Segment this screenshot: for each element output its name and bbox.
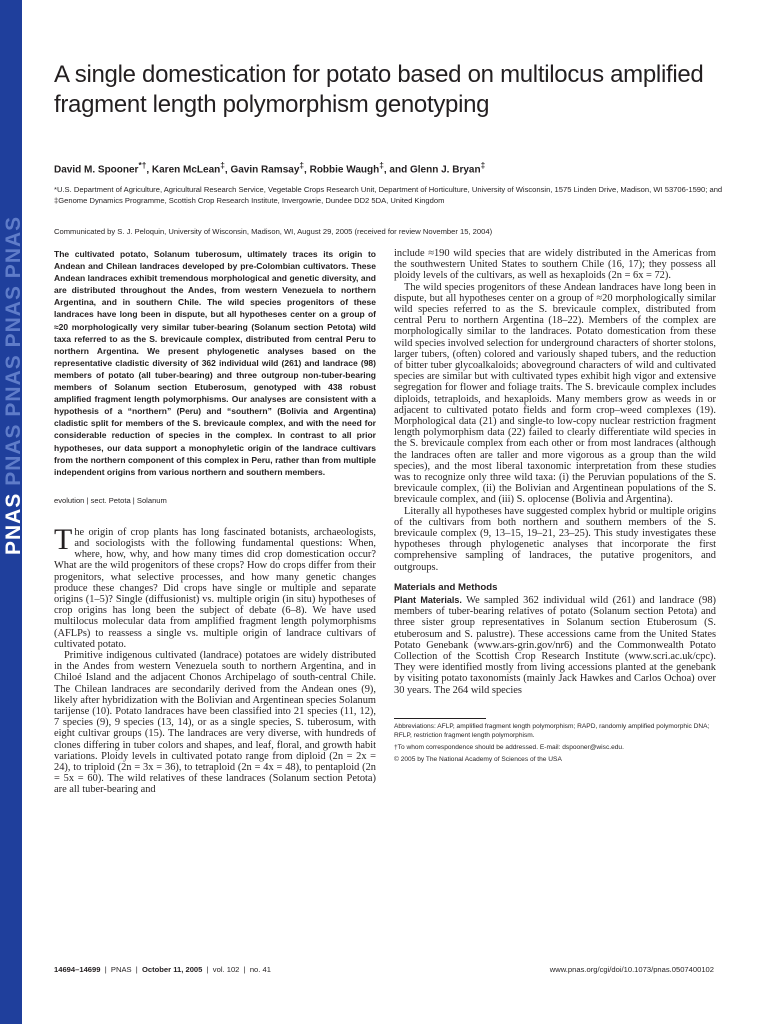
methods-paragraph [394,595,716,696]
intro-paragraph-2: Primitive indigenous cultivated (landrace) potatoes are widely distributed in the Andes from western Venezuela south to northern Argentina, and in Chiloé Island and the adjacent Chonos Archipelago of south-central Chile. The Chilean landraces are secondarily derived from the Andean ones (9), likely after hybridization with the Bolivian and Argentinean species Solanum tarijense (10). Potato landraces have been classified into 21 species (11, 12), 7 species (9), 9 species (13, 14), or as a single species, S. tuberosum, with eight cultivar groups (15). The landraces are very diverse, with hundreds of clones differing in tuber colors and shapes, and leaf, floral, and growth habit variations. Ploidy levels in cultivated potato range from diploid (2n = 2x = 24), to triploid (2n = 3x = 36), to tetraploid (2n = 4x = 48), to pentaploid (2n = 5x = 60). The wild relatives of these landraces (Solanum section Petota) are all tuber-bearing and [54,650,376,796]
left-column [54,248,376,796]
copyright-notice: © 2005 by The National Academy of Sciences of the USA [394,755,562,763]
issue-date: October 11, 2005 [142,965,203,974]
footnote-divider [394,718,486,719]
section-heading: Materials and Methods [394,581,498,593]
body-paragraph: The wild species progenitors of these Andean landraces have long been in dispute, but all hypotheses center on a group of ≈20 morphologically similar wild species referred to as the S. brevicaule complex, distributed from central Peru to northern Argentina (18–22). Members of the complex are morphologically similar to the landraces. Potato domestication from these wild species involved selection for underground characters of shorter stolons, larger tubers, (often) colored and variously shaped tubers, and the reduction of bitter tuber glycoalkaloids; aboveground characters of wild and cultivated species are similar but with cultivated types exhibit high vigor and extensive segregation for flower and foliage traits. The S. brevicaule complex includes diploids, tetraploids, and hexaploids. Many members grow as weeds in or adjacent to cultivated potato fields and form crop–weed complexes (19). Morphological data (21) and single-to low-copy nuclear restriction fragment length polymorphism data (22) failed to clearly differentiate wild species in the S. brevicaule complex from each other or from most landraces (although the landraces often are taller and more vigorous as a group than the wild species), and the most liberal taxonomic interpretation from these studies was to recognize only three wild taxa: (i) the Peruvian populations of the S. brevicaule complex, (ii) the Bolivian and Argentinean populations of the S. brevicaule complex, and (iii) S. oplocense (Bolivia and Argentina). [394,281,716,506]
journal-logo-text: PNAS PNAS PNAS PNAS PNAS [2,215,25,555]
author-list: David M. Spooner*†, Karen McLean‡, Gavin Ramsay‡, Robbie Waugh‡, and Glenn J. Bryan‡ [54,160,486,176]
author-marks: ‡ [220,160,225,170]
methods-text: We sampled 362 individual wild (261) and landrace (98) members of tuber-bearing relatives of potato (Solanum section Petota) and three sister group representatives in Solanum section Etuberosum (S. etuberosum and S. palustre). These accessions came from the United States Potato Genebank (www.ars-grin.gov/nr6) and the Commonwealth Potato Collection of the Scottish Crop Research Institute (www.scri.ac.uk/cpc). They were identified mostly from living accessions planted at the genebank by visiting potato taxonomists (mainly Jack Hawkes and Carlos Ochoa) over 30 years. The 264 wild species [394,594,716,696]
abstract: The cultivated potato, Solanum tuberosum, ultimately traces its origin to Andean and Chilean landraces developed by pre-Colombian cultivators. These Andean landraces exhibit tremendous morphological and genetic diversity, and are distributed throughout the Andes, from western Venezuela to northern Argentina, and in southern Chile. The wild species progenitors of these landraces have long been in dispute, but all hypotheses center on a group of ≈20 morphologically very similar tuber-bearing (Solanum section Petota) wild taxa referred to as the S. brevicaule complex, distributed from central Peru to northern Argentina. We present phylogenetic analyses based on the representative cladistic diversity of 362 individual wild (261) and landrace (98) members of potato (all tuber-bearing) and three outgroup non-tuber-bearing members of Solanum section Etuberosum, genotyped with 438 robust amplified fragment length polymorphisms. Our analyses are consistent with a hypothesis of a “northern” (Peru) and “southern” (Bolivia and Argentina) cladistic split for members of the S. brevicaule complex, and with the need for considerable reduction of species in the complex. In contrast to all prior hypotheses, our data support a monophyletic origin of the landrace cultivars from the northern component of this complex in Peru, rather than from multiple independent origins from various northern and southern members. [54,249,376,477]
intro-text: he origin of crop plants has long fascinated botanists, archaeologists, and sociologists with the following fundamental questions: When, where, how, why, and how many times did crop domestication occur? What are the wild progenitors of these crops? How do crops differ from their progenitors, what selective processes, and how many genetic changes produce these changes? Did crops have single or multiple and separate origins (1–5)? Single (diffusionist) vs. multiple origin (in situ) hypotheses of crop origins has long been the subject of debate (6–8). We have used multilocus molecular data from amplified fragment length polymorphisms (AFLPs) to reassess a single vs. multiple origin of landrace cultivars of cultivated potato. [54,526,376,650]
body-paragraph: Literally all hypotheses have suggested complex hybrid or multiple origins of the cultivars from both northern and southern members of the S. brevicaule complex (9, 13–15, 19–21, 23–25). This study investigates these hypotheses through phylogenetic analyses that incorporate the first comprehensive sampling of landraces, the putative progenitors, and outgroups. [394,505,716,573]
doi-link[interactable]: www.pnas.org/cgi/doi/10.1073/pnas.0507400102 [549,965,714,974]
abbreviations-footnote: Abbreviations: AFLP, amplified fragment length polymorphism; RAPD, randomly amplified polymorphic DNA; RFLP, restriction fragment length polymorphism. [394,722,710,739]
author-name: Karen McLean [151,164,221,176]
author-name: David M. Spooner [54,164,139,176]
author-marks: *† [138,160,147,170]
author-name: Glenn J. Bryan [409,164,481,176]
journal-logo-strip [0,0,25,560]
journal-name: PNAS [110,965,132,974]
author-marks: ‡ [480,160,486,170]
journal-sidebar [0,0,25,1024]
right-column [394,248,716,764]
communicated-line: Communicated by S. J. Peloquin, University of Wisconsin, Madison, WI, August 29, 2005 (received for review November 15, 2004) [54,227,493,236]
author-name: Gavin Ramsay [230,164,300,176]
author-marks: ‡ [299,160,305,170]
keywords: evolution | sect. Petota | Solanum [54,495,167,505]
drop-cap: T [54,522,73,556]
intro-paragraph [54,522,376,650]
author-name: Robbie Waugh [309,164,380,176]
volume: vol. 102 [212,965,240,974]
page-footer: 14694–14699 | PNAS | October 11, 2005 | vol. 102 | no. 41 [54,965,271,974]
article-title: A single domestication for potato based on multilocus amplified fragment length polymorphism genotyping [54,61,704,118]
subsection-heading: Plant Materials. [394,594,462,605]
affiliations: *U.S. Department of Agriculture, Agricultural Research Service, Vegetable Crops Research Unit, Department of Horticulture, University of Wisconsin, 1575 Linden Drive, Madison, WI 53706-1590; and ‡Genome Dynamics Programme, Scottish Crop Research Institute, Invergowrie, Dundee DD2 5DA, United Kingdom [54,185,723,205]
page-range: 14694–14699 [54,965,101,974]
body-paragraph: include ≈190 wild species that are widely distributed in the Americas from the southwestern United States to southern Chile (16, 17); they possess all ploidy levels of the cultivars, as well as hexaploids (2n = 6x = 72). [394,248,716,282]
issue-number: no. 41 [249,965,271,974]
correspondence-footnote: †To whom correspondence should be addressed. E-mail: dspooner@wisc.edu. [394,743,624,751]
author-marks: ‡ [379,160,384,170]
